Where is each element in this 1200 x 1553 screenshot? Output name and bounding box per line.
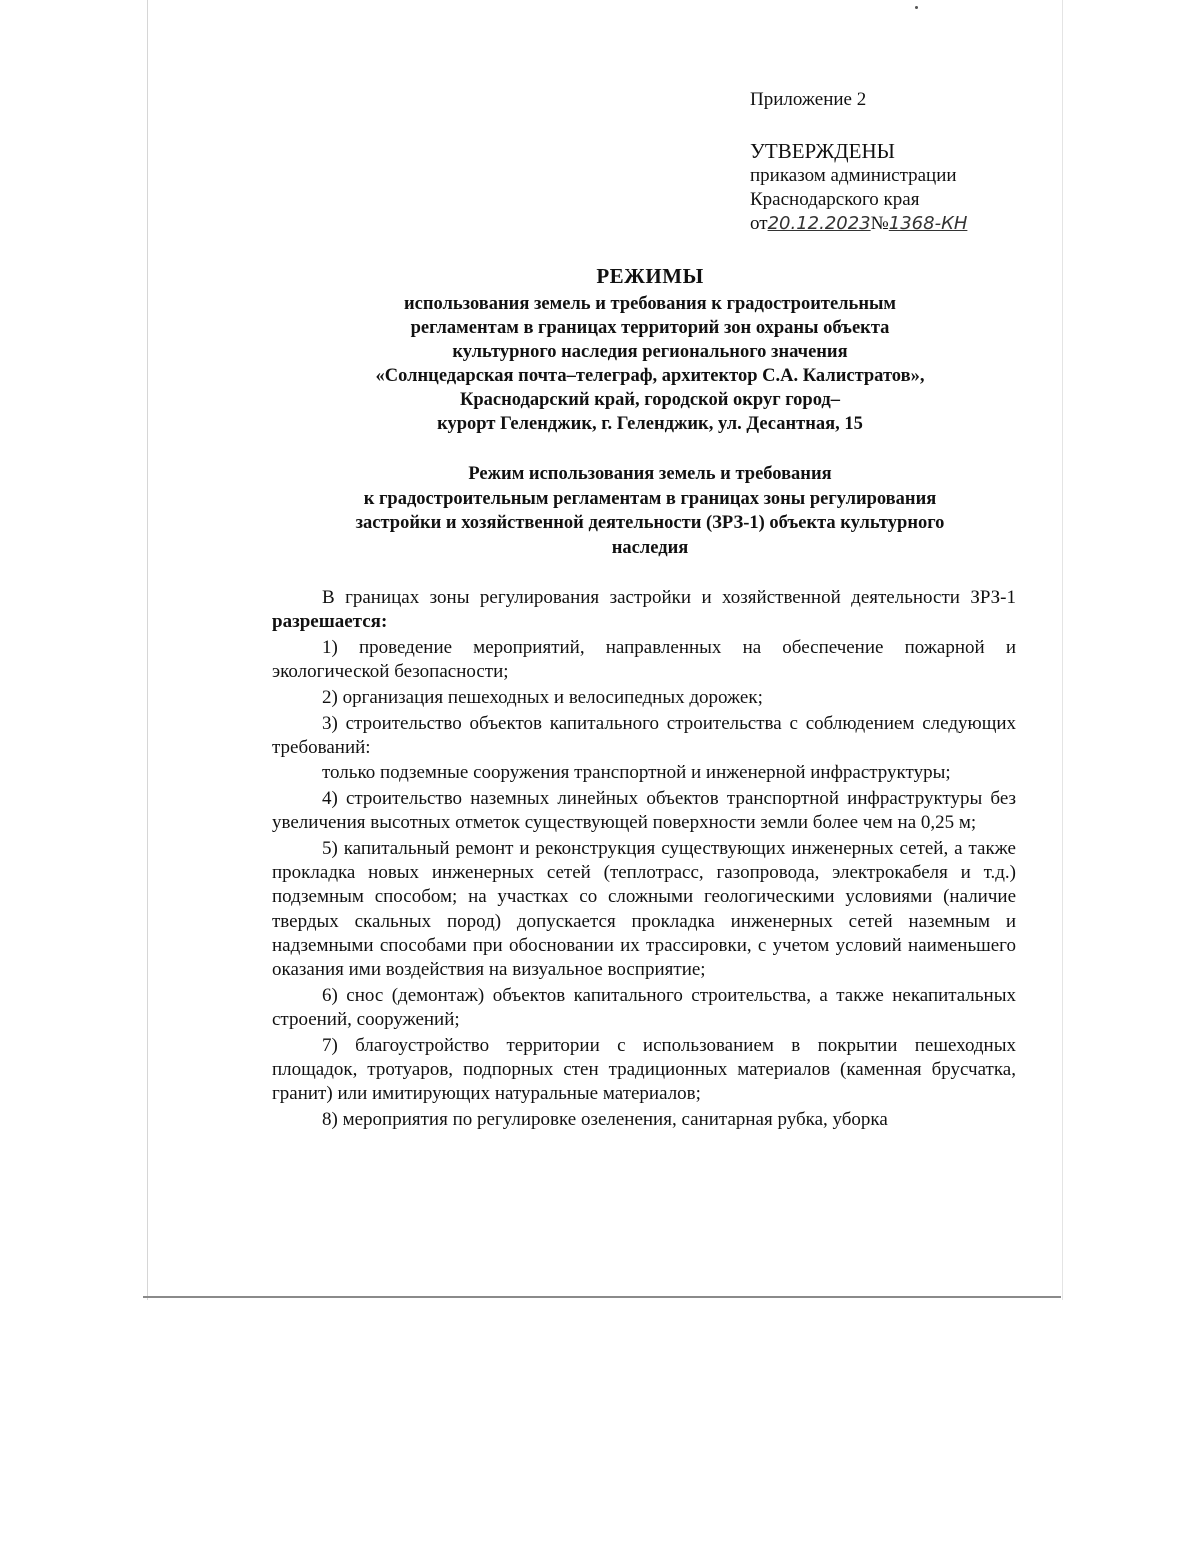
list-item: 1) проведение мероприятий, направленных на обеспечение пожарной и экологической безопасности; [272, 636, 1016, 683]
list-item: 3) строительство объектов капитального строительства с соблюдением следующих требований: [272, 712, 1016, 758]
approved-by-line-1: приказом администрации [750, 165, 957, 186]
section-heading [290, 462, 1010, 560]
date-prefix: от [750, 213, 768, 234]
document-title: РЕЖИМЫ [596, 264, 704, 288]
list-item: 4) строительство наземных линейных объектов транспортной инфраструктуры без увеличения высотных отметок существующей поверхности земли более чем на 0,25 м; [272, 788, 1016, 834]
list-item: 8) мероприятия по регулировке озеленения, санитарная рубка, уборка [322, 1108, 888, 1130]
approval-block [750, 88, 1080, 236]
handwritten-date: 20.12.2023 [767, 213, 871, 234]
body-text [272, 586, 1016, 1133]
page-bottom-edge [143, 1296, 1061, 1298]
list-item: только подземные сооружения транспортной и инженерной инфраструктуры; [322, 762, 951, 784]
section-heading-line-1: Режим использования земель и требования [468, 464, 832, 484]
intro-bold: разрешается: [272, 611, 388, 633]
section-heading-line-4: наследия [611, 537, 689, 558]
list-item: 7) благоустройство территории с использованием в покрытии пешеходных площадок, тротуаров, подпорных стен традиционных материалов (каменная брусчатка, гранит) или имитирующих натуральные материалов; [272, 1034, 1016, 1105]
title-line-1: использования земель и требования к градостроительным [403, 294, 897, 314]
approved-by-line-2: Краснодарского края [750, 189, 920, 210]
intro-text: В границах зоны регулирования застройки и хозяйственной деятельности ЗРЗ-1 [322, 587, 1016, 608]
title-line-3: культурного наследия регионального значения [452, 342, 848, 362]
section-heading-line-3: застройки и хозяйственной деятельности (ЗРЗ-1) объекта культурного [355, 513, 945, 533]
list-item: 5) капитальный ремонт и реконструкция существующих инженерных сетей, а также прокладка новых инженерных сетей (теплотрасс, газопровода, электрокабеля и т.д.) подземным способом; на участках со сложными геологическими условиями (наличие твердых скальных пород) допускается прокладка инженерных сетей наземным и надземными способами при обосновании их трассировки, с учетом условий наименьшего оказания ими воздействия на визуальное восприятие; [272, 838, 1016, 981]
title-line-4: «Солнцедарская почта–телеграф, архитектор С.А. Калистратов», [375, 366, 925, 386]
handwritten-number: 1368-КН [888, 213, 968, 234]
section-heading-line-2: к градостроительным регламентам в границах зоны регулирования [363, 488, 937, 509]
scan-edge-left [147, 0, 148, 1300]
scan-speck [915, 6, 918, 9]
document-title-block [270, 262, 1030, 436]
number-prefix: № [870, 213, 889, 234]
title-line-2: регламентам в границах территорий зон охраны объекта [410, 318, 890, 338]
order-date-number [750, 212, 1080, 236]
title-line-6: курорт Геленджик, г. Геленджик, ул. Десантная, 15 [437, 414, 863, 434]
list-item: 6) снос (демонтаж) объектов капитального строительства, а также некапитальных строений, сооружений; [272, 984, 1016, 1030]
list-item: 2) организация пешеходных и велосипедных дорожек; [322, 686, 763, 708]
appendix-label: Приложение 2 [750, 89, 867, 110]
intro-paragraph [272, 586, 1016, 634]
title-line-5: Краснодарский край, городской округ город– [459, 390, 841, 410]
approved-label: УТВЕРЖДЕНЫ [750, 139, 895, 163]
